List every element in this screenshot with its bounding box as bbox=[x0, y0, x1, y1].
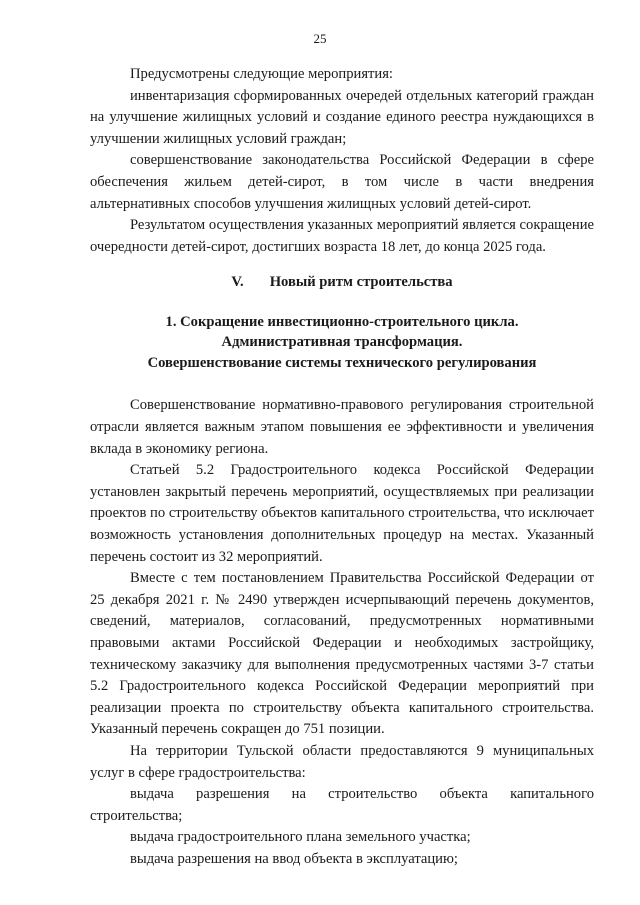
page-number: 25 bbox=[313, 31, 327, 46]
section-title: Новый ритм строительства bbox=[269, 274, 453, 291]
body-paragraph-tula-services: На территории Тульской области предоставляются 9 муниципальных услуг в сфере градостроительства: bbox=[90, 742, 594, 781]
body-paragraph-article-5-2: Статьей 5.2 Градостроительного кодекса Российской Федерации установлен закрытый перечень мероприятий, осуществляемых при реализации проектов по строительству объектов капитального строительства, что исключает возможность установления дополнительных процедур на местах. Указанный перечень состоит из 32 мероприятий. bbox=[90, 462, 594, 565]
section-number: V. bbox=[231, 274, 244, 291]
service-item-urban-plan: выдача градостроительного плана земельного участка; bbox=[130, 829, 471, 846]
body-paragraph-regulation: Совершенствование нормативно-правового регулирования строительной отрасли является важным этапом повышения ее эффективности и увеличения вклада в экономику региона. bbox=[90, 397, 594, 457]
subsection-title-line-3: Совершенствование системы технического регулирования bbox=[147, 354, 537, 371]
subsection-title-line-1: 1. Сокращение инвестиционно-строительного цикла. bbox=[165, 313, 519, 330]
intro-item-legislation: совершенствование законодательства Российской Федерации в сфере обеспечения жильем детей-сирот, в том числе в части внедрения альтернативных способов улучшения жилищных условий детей-сирот. bbox=[90, 152, 594, 212]
intro-item-inventory: инвентаризация сформированных очередей отдельных категорий граждан на улучшение жилищных условий и создание единого реестра нуждающихся в улучшении жилищных условий граждан; bbox=[90, 87, 594, 147]
subsection-heading bbox=[90, 312, 594, 374]
intro-result: Результатом осуществления указанных мероприятий является сокращение очередности детей-сирот, достигших возраста 18 лет, до конца 2025 года. bbox=[90, 217, 594, 255]
section-heading bbox=[90, 272, 594, 294]
service-item-commissioning-permit: выдача разрешения на ввод объекта в эксплуатацию; bbox=[130, 850, 458, 867]
service-item-construction-permit: выдача разрешения на строительство объекта капитального строительства; bbox=[90, 786, 594, 824]
body-paragraph-resolution-2490: Вместе с тем постановлением Правительства Российской Федерации от 25 декабря 2021 г. № 2490 утвержден исчерпывающий перечень документов, сведений, материалов, согласований, предусмотренных нормативными правовыми актами Российской Федерации и необходимых застройщику, техническому заказчику для выполнения предусмотренных частями 3-7 статьи 5.2 Градостроительного кодекса Российской Федерации мероприятий при реализации проекта по строительству объекта капитального строительства. Указанный перечень сокращен до 751 позиции. bbox=[90, 570, 594, 738]
page-content bbox=[90, 64, 594, 871]
intro-lead: Предусмотрены следующие мероприятия: bbox=[130, 66, 393, 82]
subsection-title-line-2: Административная трансформация. bbox=[221, 334, 463, 351]
